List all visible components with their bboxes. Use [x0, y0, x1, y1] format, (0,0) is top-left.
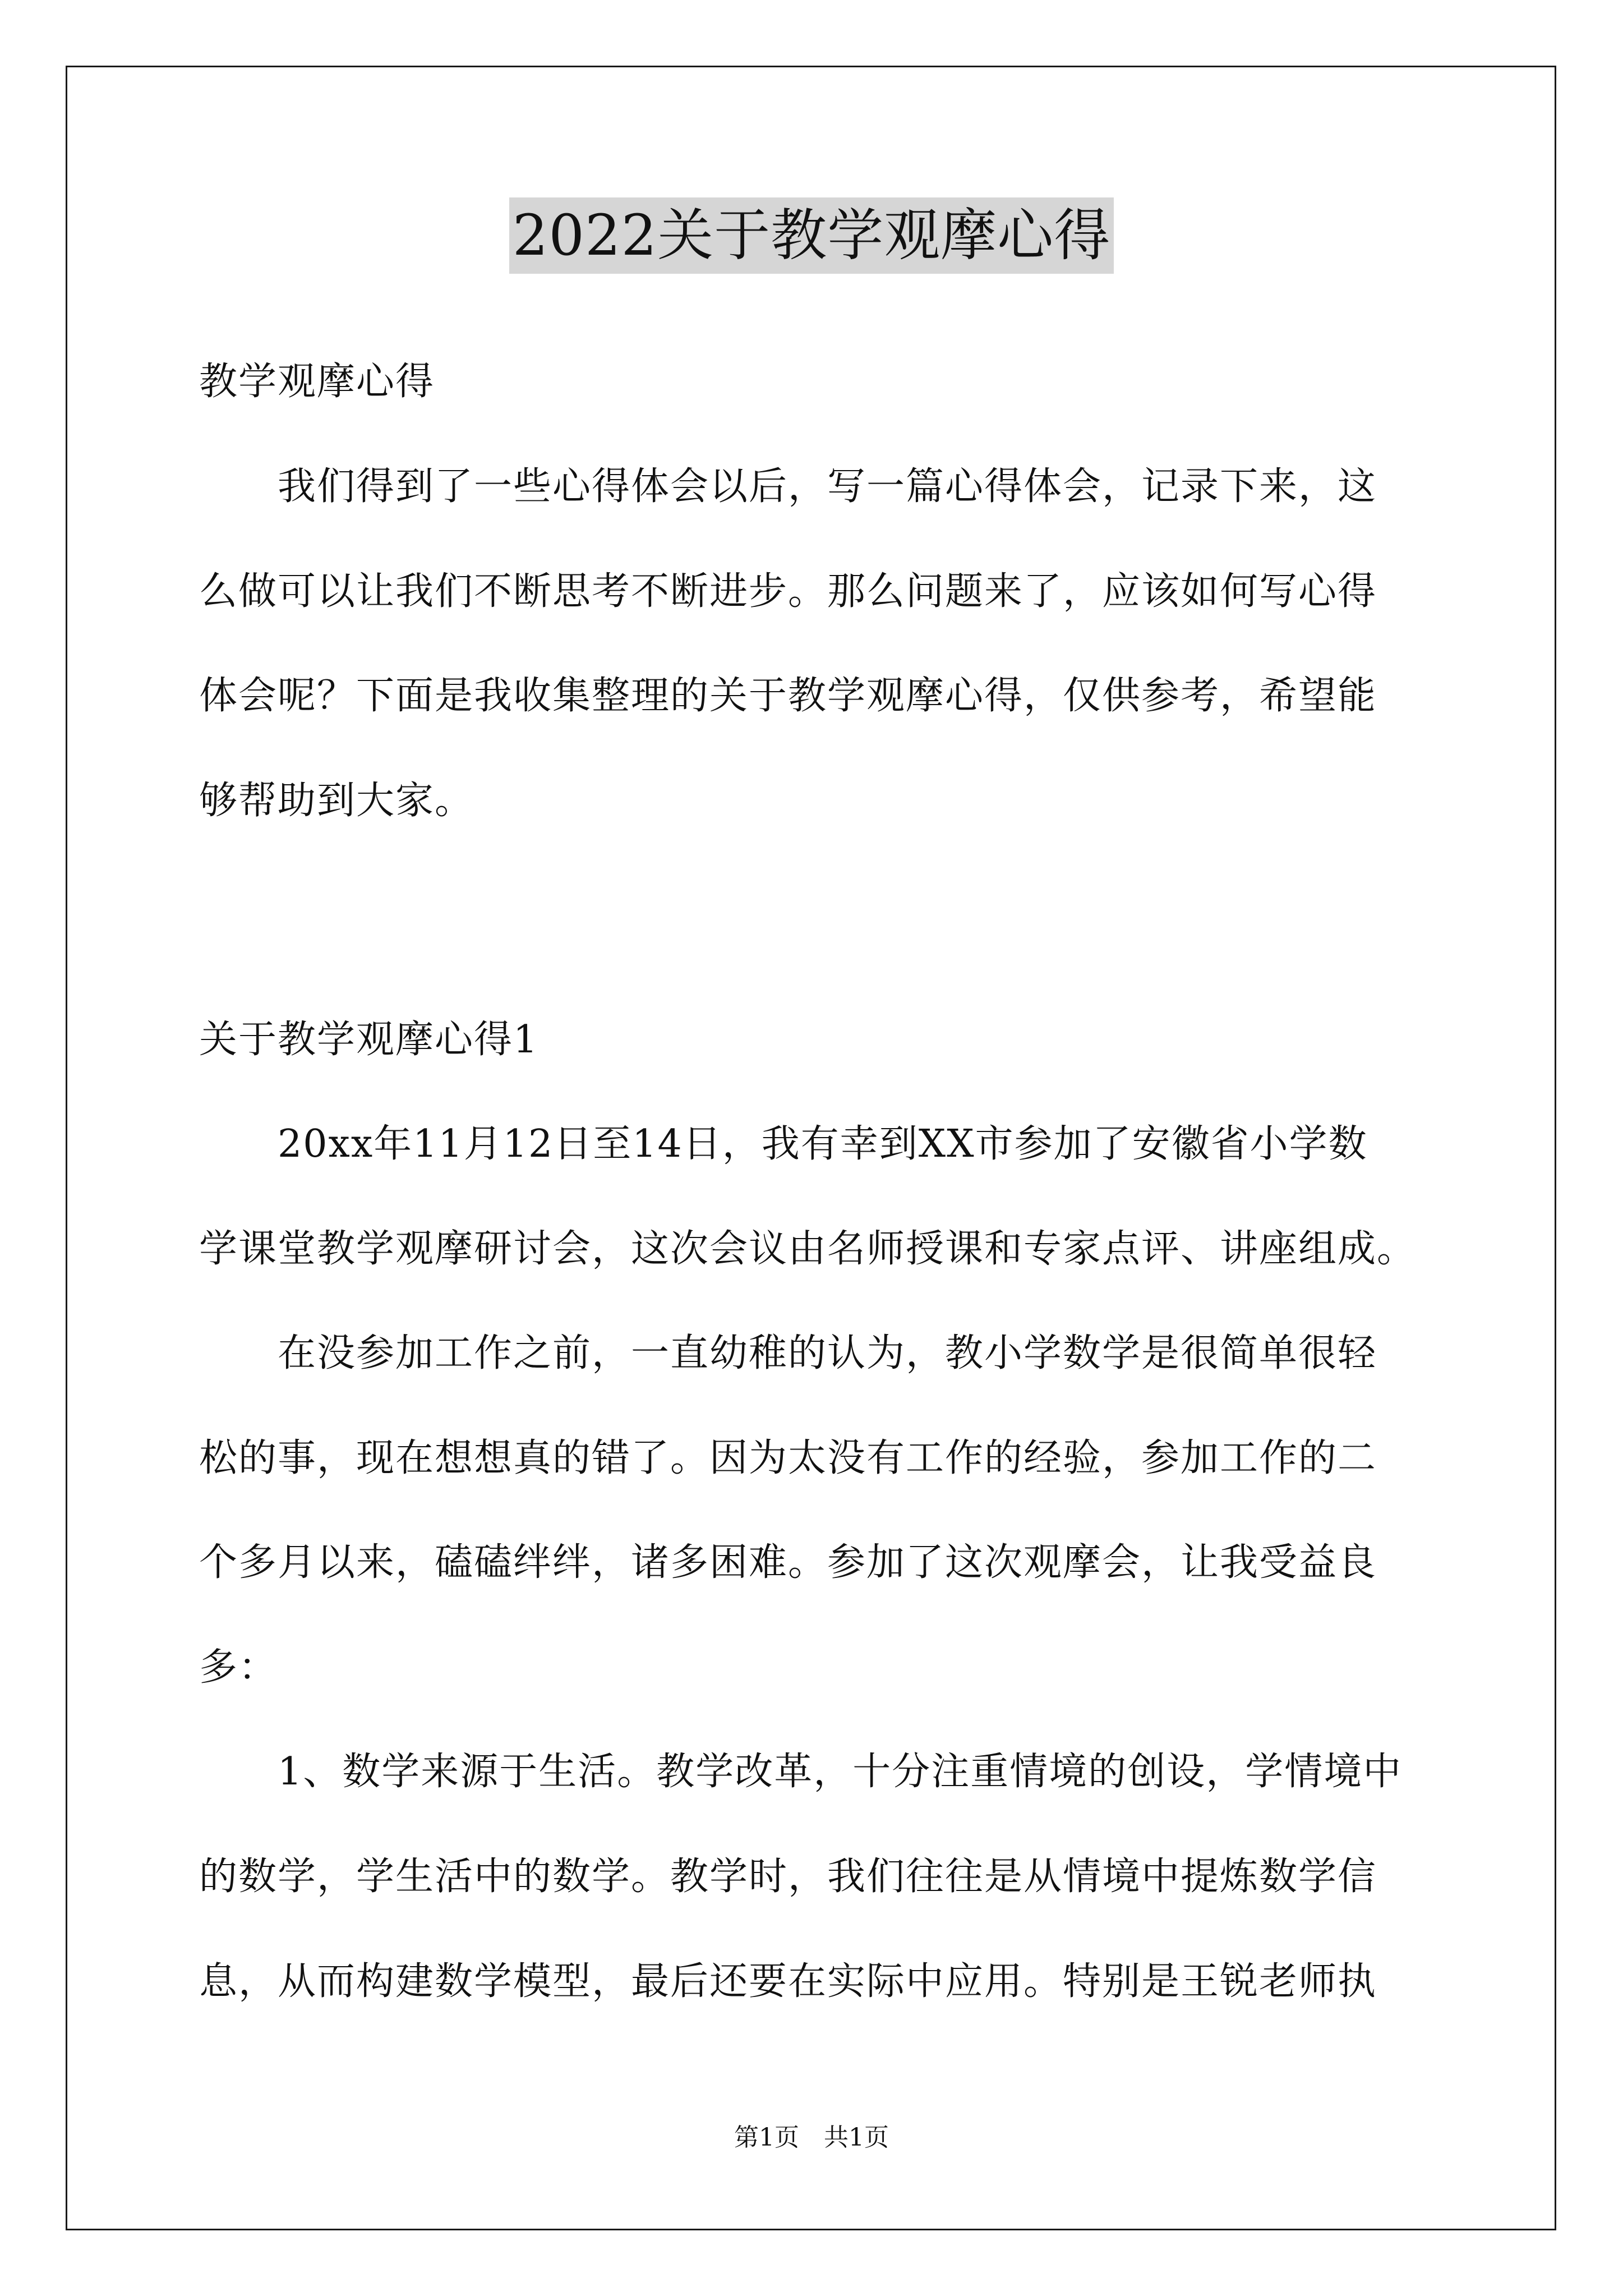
page-footer: 第1页 共1页 [734, 2123, 889, 2152]
document-title: 2022关于教学观摩心得 [509, 197, 1114, 274]
section-heading: 关于教学观摩心得1 [199, 1018, 539, 1062]
paragraph-line: 的数学，学生活中的数学。教学时，我们往往是从情境中提炼数学信 [199, 1855, 1377, 1899]
paragraph-line: 息，从而构建数学模型，最后还要在实际中应用。特别是王锐老师执 [199, 1959, 1377, 2004]
paragraph-line: 1、数学来源于生活。教学改革，十分注重情境的创设，学情境中 [199, 1750, 1403, 1794]
paragraph-line: 松的事，现在想想真的错了。因为太没有工作的经验，参加工作的二 [199, 1436, 1377, 1480]
paragraph-line: 多： [199, 1645, 278, 1690]
paragraph-line: 我们得到了一些心得体会以后，写一篇心得体会，记录下来，这 [199, 464, 1377, 509]
section-heading: 教学观摩心得 [199, 360, 435, 404]
paragraph-line: 够帮助到大家。 [199, 779, 474, 823]
paragraph-line: 学课堂教学观摩研讨会，这次会议由名师授课和专家点评、讲座组成。 [199, 1227, 1417, 1271]
title-container [0, 197, 1623, 274]
paragraph-line: 在没参加工作之前，一直幼稚的认为，教小学数学是很简单很轻 [199, 1331, 1377, 1375]
paragraph-line: 20xx年11月12日至14日，我有幸到XX市参加了安徽省小学数 [199, 1122, 1368, 1166]
paragraph-line: 么做可以让我们不断思考不断进步。那么问题来了，应该如何写心得 [199, 569, 1377, 614]
paragraph-line: 个多月以来，磕磕绊绊，诸多困难。参加了这次观摩会，让我受益良 [199, 1540, 1377, 1585]
paragraph-line: 体会呢？下面是我收集整理的关于教学观摩心得，仅供参考，希望能 [199, 674, 1377, 718]
